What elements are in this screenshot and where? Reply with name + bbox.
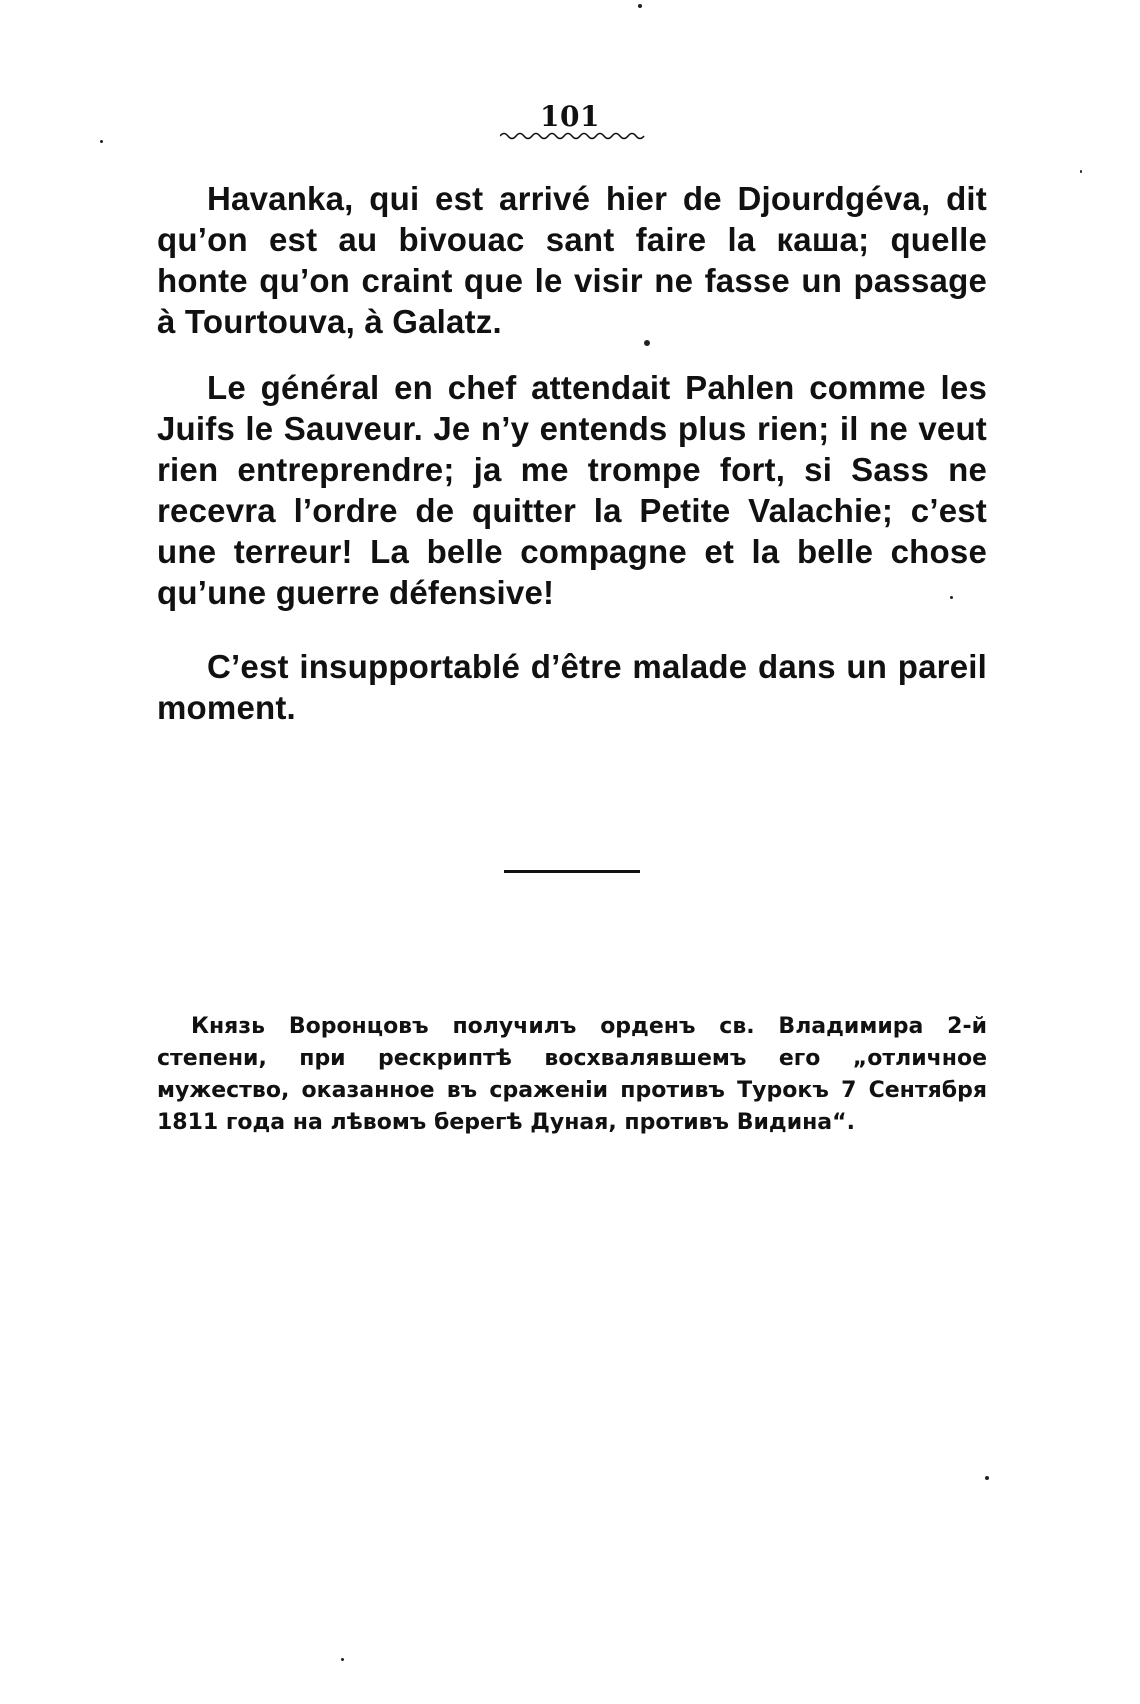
paragraph-3: C’est insupportablé d’être malade dans un pareil moment. [157,648,987,726]
print-speck [638,4,642,8]
page-number: 101 [540,100,600,133]
print-speck [100,140,103,143]
paragraph-1: Havanka, qui est arrivé hier de Djourdgéva, dit qu’on est au bivouac sant faire la каша; quelle honte qu’on craint que le visir ne fasse un passage à Tourtouva, à Galatz. [157,180,987,340]
print-speck [985,1476,989,1480]
paragraph-2: Le général en chef attendait Pahlen comme les Juifs le Sauveur. Je n’y entends plus rien; il ne veut rien entreprendre; ja me trompe fort, si Sass ne recevra l’ordre de quitter la Petite Valachie; c’est une terreur! La belle compagne et la belle chose qu’une guerre défensive! [157,369,987,611]
page-number-ornament [500,130,646,142]
footnote: Князь Воронцовъ получилъ орденъ св. Владимира 2-й степени, при рескриптѣ восхвалявшемъ его „отличное мужество, оказанное въ сраженіи противъ Турокъ 7 Сентября 1811 года на лѣвомъ берегѣ Дуная, противъ Видина“. [157,1014,987,1135]
print-speck [341,1658,344,1661]
print-speck [1080,170,1082,173]
section-divider [504,870,640,873]
print-speck [950,596,953,599]
print-speck [644,340,650,346]
